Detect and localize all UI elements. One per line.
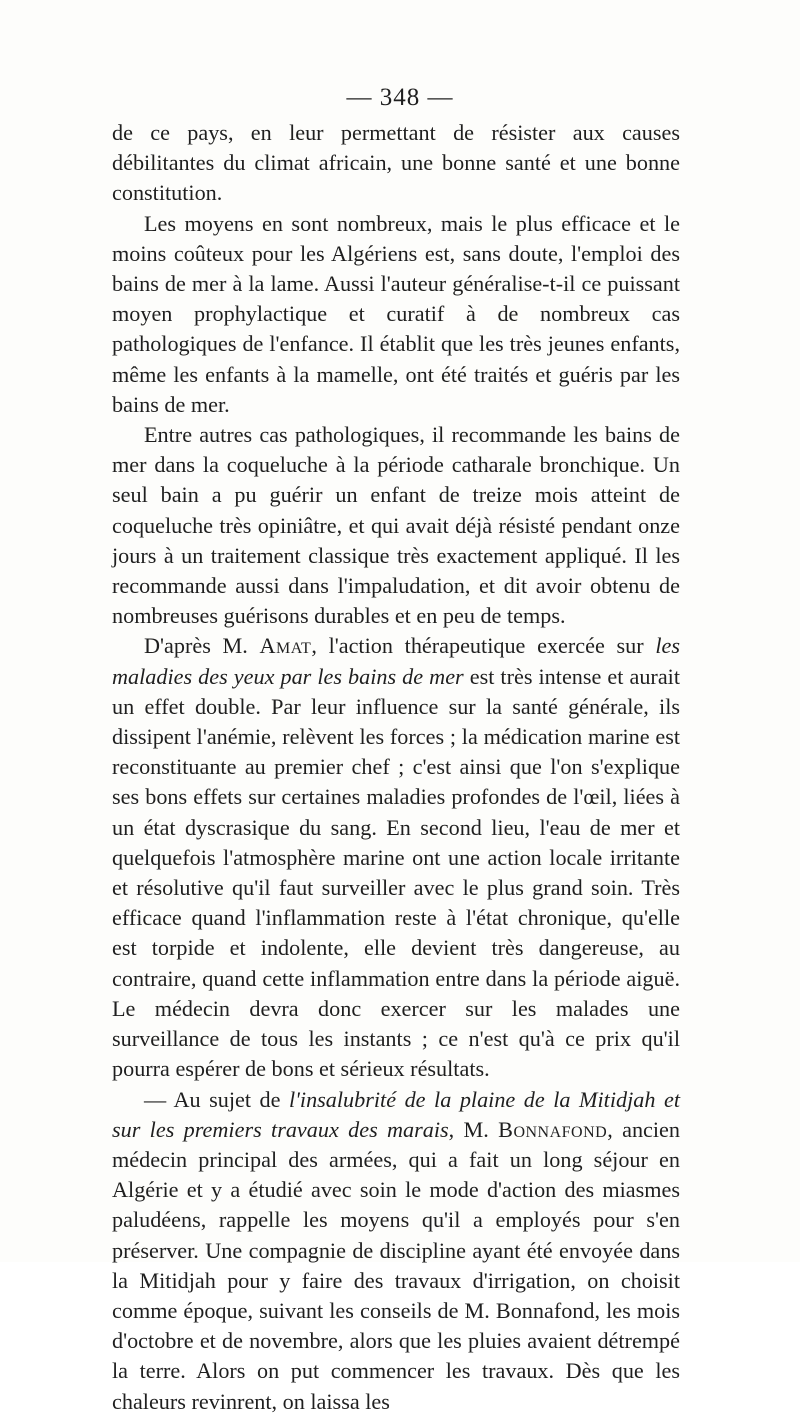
paragraph-5 — [112, 1085, 680, 1417]
paragraph-1 — [112, 118, 680, 209]
paragraph-2 — [112, 209, 680, 420]
paragraph-1-text: de ce pays, en leur permettant de résister aux causes débilitantes du climat africain, une bonne santé et une bonne constitution. — [112, 120, 680, 206]
paragraph-4-text-b: , l'action thérapeutique exercée sur — [311, 633, 656, 659]
paragraph-4 — [112, 631, 680, 1084]
page-number: — 348 — — [346, 84, 454, 111]
paragraph-4-text-a: D'après M. — [144, 633, 260, 659]
paragraph-2-text: Les moyens en sont nombreux, mais le plus efficace et le moins coûteux pour les Algériens est, sans doute, l'emploi des bains de mer à la lame. Aussi l'auteur généralise-t-il ce puissant moyen prophylactique et curatif à de nombreux cas pathologiques de l'enfance. Il établit que les très jeunes enfants, même les enfants à la mamelle, ont été traités et guéris par les bains de mer. — [112, 210, 680, 417]
paragraph-4-text-c: est très intense et aurait un effet double. Par leur influence sur la santé générale, ils dissipent l'anémie, relèvent les forces ; la médication marine est reconstituante au premier chef ; c'est ainsi que l'on s'explique ses bons effets sur certaines maladies profondes de l'œil, liées à un état dyscrasique du sang. En second lieu, l'eau de mer et quelquefois l'atmosphère marine ont une action locale irritante et résolutive qu'il faut surveiller avec le plus grand soin. Très efficace quand l'inflammation reste à l'état chronique, qu'elle est torpide et indolente, elle devient très dangereuse, au contraire, quand cette inflammation entre dans la période aiguë. Le médecin devra donc exercer sur les malades une surveillance de tous les instants ; ce n'est qu'à ce prix qu'il pourra espérer de bons et sérieux résultats. — [112, 663, 680, 1082]
paragraph-5-text-c: , ancien médecin principal des armées, qui a fait un long séjour en Algérie et y a étudié avec soin le mode d'action des miasmes paludéens, rappelle les moyens qu'il a employés pour s'en préserver. Une compagnie de discipline ayant été envoyée dans la Mitidjah pour y faire des travaux d'irrigation, on choisit comme époque, suivant les conseils de M. Bonnafond, les mois d'octobre et de novembre, alors que les pluies avaient détrempé la terre. Alors on put commencer les travaux. Dès que les chaleurs revinrent, on laissa les — [112, 1116, 680, 1414]
body-text — [112, 118, 680, 1417]
author-name-bonnafond: Bonnafond — [498, 1116, 608, 1142]
paragraph-5-text-a: — Au sujet de — [144, 1086, 289, 1112]
paragraph-3 — [112, 420, 680, 631]
paragraph-3-text: Entre autres cas pathologiques, il recommande les bains de mer dans la coqueluche à la période catharale bronchique. Un seul bain a pu guérir un enfant de treize mois atteint de coqueluche très opiniâtre, et qui avait déjà résisté pendant onze jours à un traitement classique très exactement appliqué. Il les recommande aussi dans l'impaludation, et dit avoir obtenu de nombreuses guérisons durables et en peu de temps. — [112, 422, 680, 629]
topic-eye-diseases: les maladies des yeux par les bains de mer — [112, 633, 680, 689]
topic-mitidjah: l'insalubrité de la plaine de la Mitidjah et sur les premiers travaux des marais — [112, 1086, 680, 1142]
author-name-amat: Amat — [259, 633, 312, 659]
paragraph-5-text-b: , M. — [448, 1116, 499, 1142]
